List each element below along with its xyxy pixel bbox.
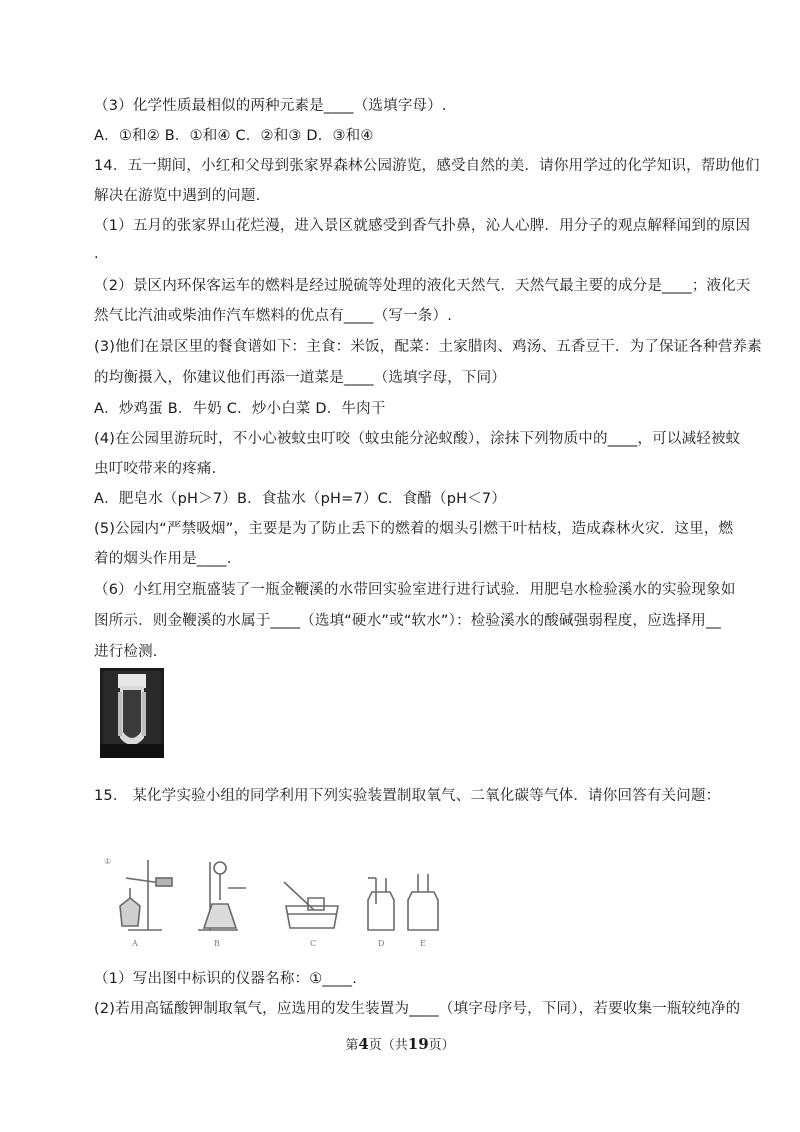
text-line: 图所示．则金鞭溪的水属于____（选填“硬水”或“软水”）：检验溪水的酸碱强弱程度，应选择用__ [94, 613, 721, 629]
text-line: . [94, 246, 99, 262]
text-line: 的均衡摄入，你建议他们再添一道菜是____（选填字母，下同） [94, 370, 506, 386]
text-line: (2)若用高锰酸钾制取氧气，应选用的发生装置为____（填字母序号，下同），若要收集一瓶较纯净的 [94, 1001, 741, 1017]
text-line: 着的烟头作用是____. [94, 551, 232, 567]
footer-suffix: 页） [428, 1038, 455, 1053]
text-line: （1）写出图中标识的仪器名称：①____. [94, 971, 358, 987]
test-tube-photo [100, 668, 164, 758]
text-line: 解决在游览中遇到的问题． [94, 188, 271, 204]
text-line: (3)他们在景区里的餐食谱如下：主食：米饭，配菜：土家腊肉、鸡汤、五香豆干．为了保证各种营养素 [94, 339, 762, 355]
text-line: (5)公园内“严禁吸烟”，主要是为了防止丢下的燃着的烟头引燃干叶枯枝，造成森林火灾．这里，燃 [94, 521, 734, 537]
text-line: 15． 某化学实验小组的同学利用下列实验装置制取氧气、二氧化碳等气体．请你回答有关问题： [94, 788, 721, 804]
apparatus-figure [98, 848, 450, 952]
text-line: （6）小红用空瓶盛装了一瓶金鞭溪的水带回实验室进行进行试验．用肥皂水检验溪水的实验现象如 [94, 582, 736, 598]
footer-total-pages: 19 [407, 1035, 429, 1053]
label-c: C [310, 939, 317, 948]
page-footer [0, 1034, 800, 1053]
text-line: （1）五月的张家界山花烂漫，进入景区就感受到香气扑鼻，沁人心脾．用分子的观点解释闻到的原因 [94, 218, 751, 234]
text-line: A．①和② B．①和④ C．②和③ D．③和④ [94, 128, 374, 144]
label-b: B [214, 939, 220, 948]
label-a: A [132, 939, 138, 948]
label-e: E [420, 939, 426, 948]
text-line: (4)在公园里游玩时，不小心被蚊虫叮咬（蚊虫能分泌蚁酸），涂抹下列物质中的____，可以减轻被蚊 [94, 431, 741, 447]
label-circled-1: ① [104, 857, 112, 866]
text-line: 虫叮咬带来的疼痛． [94, 461, 227, 477]
text-line: 14．五一期间，小红和父母到张家界森林公园游览，感受自然的美．请你用学过的化学知识，帮助他们 [94, 158, 760, 174]
text-line: 进行检测. [94, 644, 158, 660]
footer-prefix: 第 [345, 1038, 359, 1053]
footer-mid: 页（共 [368, 1038, 408, 1053]
text-line: A．肥皂水（pH＞7）B．食盐水（pH=7）C．食醋（pH＜7） [94, 491, 507, 507]
text-line: A．炒鸡蛋 B．牛奶 C．炒小白菜 D．牛肉干 [94, 401, 386, 417]
text-line: 然气比汽油或柴油作汽车燃料的优点有____（写一条）. [94, 308, 453, 324]
label-d: D [378, 939, 385, 948]
text-line: （3）化学性质最相似的两种元素是____（选填字母）. [94, 98, 447, 114]
text-line: （2）景区内环保客运车的燃料是经过脱硫等处理的液化天然气．天然气最主要的成分是____；液化天 [94, 278, 751, 294]
footer-page-number: 4 [358, 1035, 369, 1053]
